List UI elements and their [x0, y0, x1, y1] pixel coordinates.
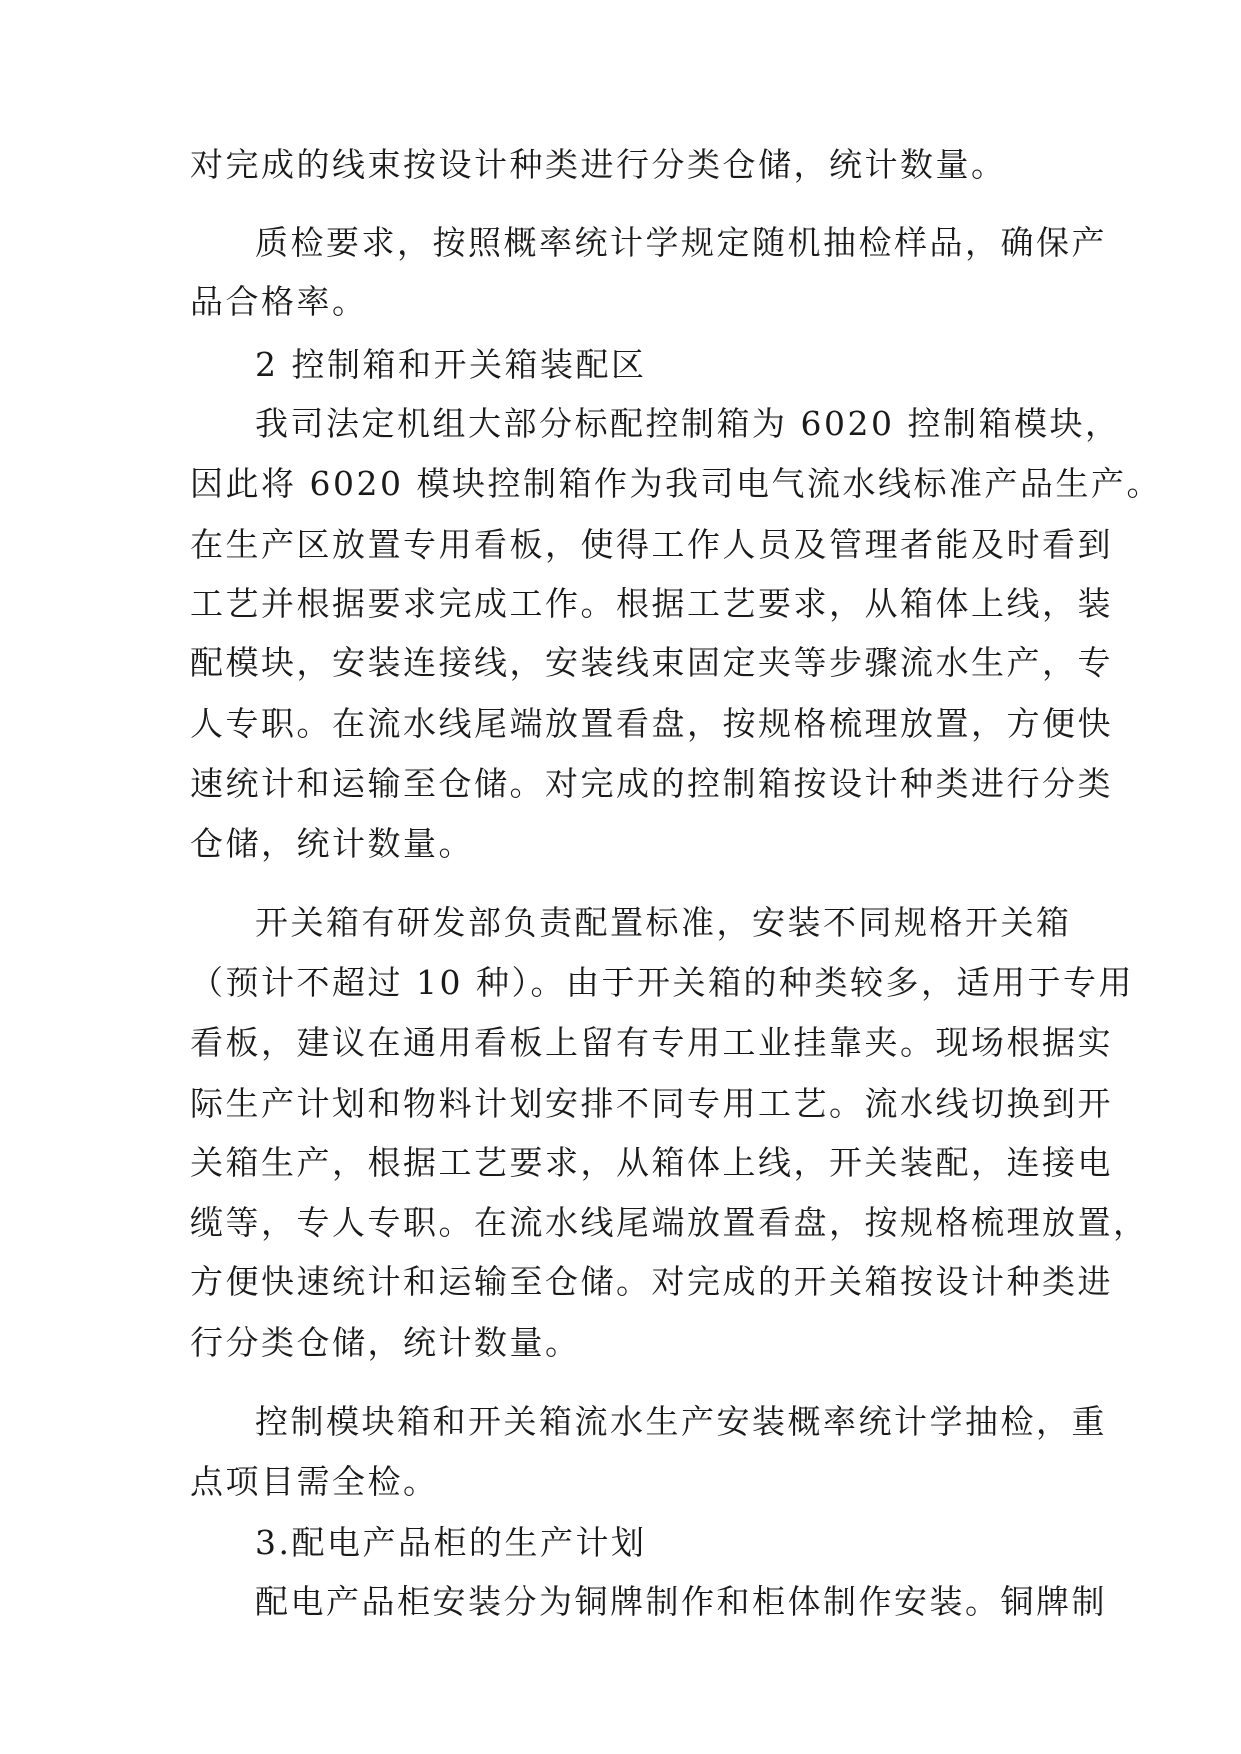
text-line: 开关箱有研发部负责配置标准，安装不同规格开关箱	[255, 903, 1072, 942]
text-line: 人专职。在流水线尾端放置看盘，按规格梳理放置，方便快	[190, 704, 1113, 743]
text-line: 行分类仓储，统计数量。	[190, 1323, 581, 1362]
text-line: 因此将 6020 模块控制箱作为我司电气流水线标准产品生产。	[190, 464, 1162, 503]
text-line: 工艺并根据要求完成工作。根据工艺要求，从箱体上线，装	[190, 584, 1113, 623]
text-line: 关箱生产，根据工艺要求，从箱体上线，开关装配，连接电	[190, 1143, 1113, 1182]
text-line: 速统计和运输至仓储。对完成的控制箱按设计种类进行分类	[190, 764, 1113, 803]
text-line: 方便快速统计和运输至仓储。对完成的开关箱按设计种类进	[190, 1262, 1113, 1301]
section-heading: 2 控制箱和开关箱装配区	[255, 345, 647, 384]
text-line: 点项目需全检。	[190, 1462, 439, 1501]
text-line: 仓储，统计数量。	[190, 824, 474, 863]
text-line: 控制模块箱和开关箱流水生产安装概率统计学抽检，重	[255, 1402, 1107, 1441]
text-line: （预计不超过 10 种）。由于开关箱的种类较多，适用于专用	[190, 963, 1134, 1002]
text-line: 看板，建议在通用看板上留有专用工业挂靠夹。现场根据实	[190, 1023, 1113, 1062]
section-heading: 3.配电产品柜的生产计划	[255, 1523, 647, 1562]
text-line: 配模块，安装连接线，安装线束固定夹等步骤流水生产，专	[190, 643, 1113, 682]
text-line: 缆等，专人专职。在流水线尾端放置看盘，按规格梳理放置，	[190, 1203, 1149, 1242]
text-line: 我司法定机组大部分标配控制箱为 6020 控制箱模块，	[255, 404, 1121, 443]
text-line: 对完成的线束按设计种类进行分类仓储，统计数量。	[190, 145, 1007, 184]
text-line: 质检要求，按照概率统计学规定随机抽检样品，确保产	[255, 223, 1107, 262]
text-line: 际生产计划和物料计划安排不同专用工艺。流水线切换到开	[190, 1084, 1113, 1123]
text-line: 品合格率。	[190, 282, 368, 321]
text-line: 配电产品柜安装分为铜牌制作和柜体制作安装。铜牌制	[255, 1582, 1107, 1621]
text-line: 在生产区放置专用看板，使得工作人员及管理者能及时看到	[190, 525, 1113, 564]
